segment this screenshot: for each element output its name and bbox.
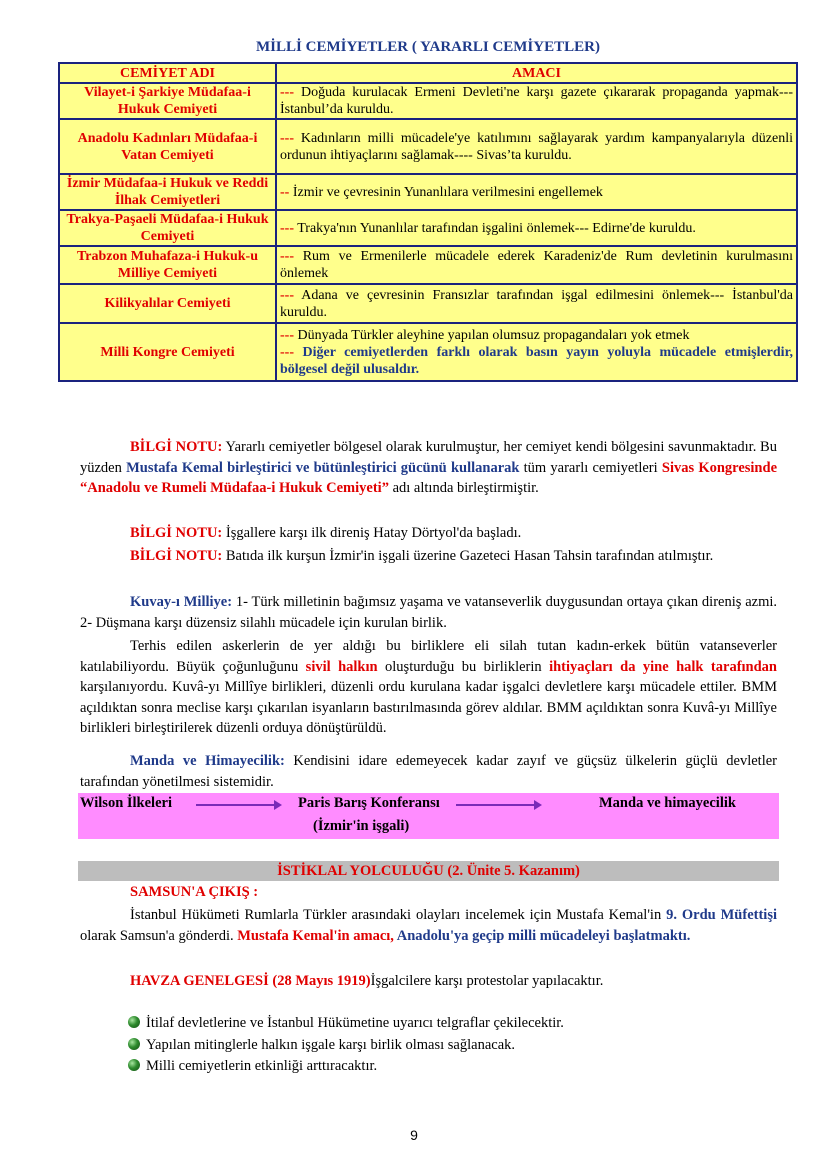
bullet-ball-icon (128, 1016, 140, 1028)
cemiyet-aim: --- Trakya'nın Yunanlılar tarafından işgalini önlemek--- Edirne'de kuruldu. (276, 210, 797, 246)
info-note-1: BİLGİ NOTU: Yararlı cemiyetler bölgesel olarak kurulmuştur, her cemiyet kendi bölgesini savunmaktadır. Bu yüzden Mustafa Kemal birleştirici ve bütünleştirici gücünü kullanarak tüm yararlı cemiyetleri Sivas Kongresinde “Anadolu ve Rumeli Müdafaa-i Hukuk Cemiyeti” adı altında birleştirmiştir. (80, 439, 778, 496)
bullet-ball-icon (128, 1038, 140, 1050)
cemiyet-name: Anadolu Kadınları Müdafaa-i Vatan Cemiyeti (59, 119, 276, 174)
cemiyet-aim: --- Rum ve Ermenilerle mücadele ederek Karadeniz'de Rum devletinin kurulmasını önlemek (276, 246, 797, 284)
list-item: İtilaf devletlerine ve İstanbul Hükümetine uyarıcı telgraflar çekilecektir. (128, 1013, 564, 1033)
cemiyet-name: İzmir Müdafaa-i Hukuk ve Reddi İlhak Cemiyetleri (59, 174, 276, 210)
manda-flow-diagram (78, 793, 779, 839)
table-row (59, 210, 797, 246)
arrow-right-icon (456, 804, 540, 806)
bullet-ball-icon (128, 1059, 140, 1071)
list-item: Yapılan mitinglerle halkın işgale karşı birlik olması sağlanacak. (128, 1035, 515, 1055)
cemiyet-name: Trakya-Paşaeli Müdafaa-i Hukuk Cemiyeti (59, 210, 276, 246)
info-note-2: BİLGİ NOTU: İşgallere karşı ilk direniş Hatay Dörtyol'da başladı. (130, 525, 522, 541)
info-note-3: BİLGİ NOTU: Batıda ilk kurşun İzmir'in işgali üzerine Gazeteci Hasan Tahsin tarafından atılmıştır. (130, 548, 714, 564)
list-item: Milli cemiyetlerin etkinliği arttıracaktır. (128, 1056, 377, 1076)
havza-line: HAVZA GENELGESİ (28 Mayıs 1919)İşgalcilere karşı protestolar yapılacaktır. (130, 973, 604, 989)
table-row (59, 83, 797, 119)
cemiyet-aim: --- Adana ve çevresinin Fransızlar tarafından işgal edilmesini önlemek--- İstanbul'da kuruldu. (276, 284, 797, 323)
unit-header: İSTİKLAL YOLCULUĞU (2. Ünite 5. Kazanım) (78, 861, 779, 881)
table-row (59, 246, 797, 284)
table-row (59, 323, 797, 381)
cemiyet-table (58, 62, 798, 382)
terhis-paragraph: Terhis edilen askerlerin de yer aldığı bu birliklere eli silah tutan kadın-erkek bütün vatanseverler katılabiliyordu. Büyük çoğunluğunu sivil halkın oluşturduğu bu birliklerin ihtiyaçları da yine halk tarafından karşılanıyordu. Kuvâ-yı Millîye birlikleri, düzenli ordu kurulana kadar işgalci devletlere karşı mücadele ettiler. BMM açıldıktan sonra meclise karşı çıkarılan isyanların bastırılmasında görev aldılar. BMM açıldıktan sonra Kuvâ-yı Millîye birlikleri birleştirilerek düzenli orduya dönüştürüldü. (80, 638, 777, 736)
header-cemiyet-adi: CEMİYET ADI (59, 63, 276, 83)
flow-manda: Manda ve himayecilik (599, 795, 736, 811)
page-title: MİLLİ CEMİYETLER ( YARARLI CEMİYETLER) (256, 39, 600, 55)
samsun-paragraph: İstanbul Hükümeti Rumlarla Türkler arasındaki olayları incelemek için Mustafa Kemal'in 9. Ordu Müfettişi olarak Samsun'a gönderdi. Mustafa Kemal'in amacı, Anadolu'ya geçip milli mücadeleyi başlatmaktı. (80, 907, 777, 944)
samsun-heading: SAMSUN'A ÇIKIŞ : (130, 884, 259, 900)
table-row (59, 284, 797, 323)
manda-definition: Manda ve Himayecilik: Kendisini idare edemeyecek kadar zayıf ve güçsüz ülkelerin güçlü devletler tarafından yönetilmesi sistemidir. (80, 753, 777, 790)
table-row (59, 174, 797, 210)
cemiyet-name: Trabzon Muhafaza-i Hukuk-u Milliye Cemiyeti (59, 246, 276, 284)
kuvay-milliye-definition: Kuvay-ı Milliye: 1- Türk milletinin bağımsız yaşama ve vatanseverlik duygusundan ortaya çıkan direniş azmi. 2- Düşmana karşı düzensiz silahlı mücadele için kurulan birlik. (80, 594, 777, 631)
cemiyet-name: Vilayet-i Şarkiye Müdafaa-i Hukuk Cemiyeti (59, 83, 276, 119)
arrow-right-icon (196, 804, 280, 806)
cemiyet-aim: --- Kadınların milli mücadele'ye katılımını sağlayarak yardım kampanyalarıyla düzenli ordunun ihtiyaçlarını sağlamak---- Sivas’ta kuruldu. (276, 119, 797, 174)
flow-wilson: Wilson İlkeleri (80, 795, 172, 811)
table-header-row (59, 63, 797, 83)
cemiyet-name: Milli Kongre Cemiyeti (59, 323, 276, 381)
cemiyet-name: Kilikyalılar Cemiyeti (59, 284, 276, 323)
flow-paris: Paris Barış Konferansı (298, 795, 440, 811)
header-amaci: AMACI (276, 63, 797, 83)
cemiyet-aim: -- İzmir ve çevresinin Yunanlılara verilmesini engellemek (276, 174, 797, 210)
page-number: 9 (410, 1127, 418, 1143)
cemiyet-aim: --- Dünyada Türkler aleyhine yapılan olumsuz propagandaları yok etmek --- Diğer cemiyetlerden farklı olarak basın yayın yoluyla mücadele etmişlerdir, bölgesel değil ulusaldır. (276, 323, 797, 381)
cemiyet-aim: --- Doğuda kurulacak Ermeni Devleti'ne karşı gazete çıkararak propaganda yapmak--- İstanbul’da kuruldu. (276, 83, 797, 119)
flow-izmir: (İzmir'in işgali) (313, 818, 410, 834)
table-row (59, 119, 797, 174)
